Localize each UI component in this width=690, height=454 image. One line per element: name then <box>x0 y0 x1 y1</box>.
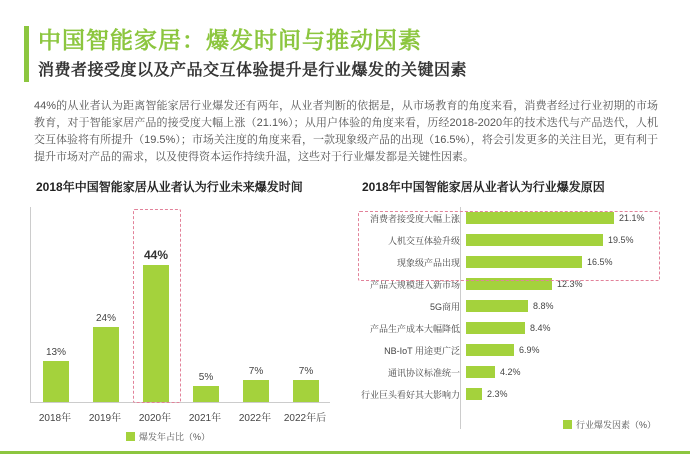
column-bar-value: 5% <box>198 372 214 383</box>
column-bar-item <box>283 366 329 402</box>
bar-value-label: 4.2% <box>500 367 521 377</box>
bar-value-label: 19.5% <box>608 235 634 245</box>
chart-left-xaxis <box>30 407 330 425</box>
bar-row <box>356 339 662 361</box>
column-bar <box>293 380 319 402</box>
chart-left-title: 2018年中国智能家居从业者认为行业未来爆发时间 <box>36 180 303 194</box>
chart-explosion-reasons <box>356 178 668 448</box>
bar-value-label: 8.8% <box>533 301 554 311</box>
charts-area <box>0 178 690 454</box>
column-bar-item <box>33 347 79 402</box>
bar-value-label: 12.3% <box>557 279 583 289</box>
chart-explosion-time <box>30 178 342 448</box>
chart-left-legend <box>126 430 210 443</box>
bar-category-label: NB-IoT 用途更广泛 <box>384 345 460 356</box>
legend-swatch-icon <box>563 420 572 429</box>
page-title: 中国智能家居：爆发时间与推动因素 <box>38 27 422 53</box>
bar-fill <box>466 366 495 378</box>
bar-fill <box>466 300 528 312</box>
bar-category-label: 通讯协议标准统一 <box>387 367 460 378</box>
column-x-label: 2022年 <box>238 413 272 424</box>
bar-category-label: 现象级产品出现 <box>396 257 460 268</box>
column-x-label: 2018年 <box>38 413 72 424</box>
legend-swatch-icon <box>126 432 135 441</box>
bar-row <box>356 295 662 317</box>
bar-value-label: 21.1% <box>619 213 645 223</box>
bar-row <box>356 383 662 405</box>
column-bar-value: 7% <box>298 366 314 377</box>
column-bar <box>243 380 269 402</box>
column-bar-value: 44% <box>143 248 169 262</box>
column-bar-item <box>183 372 229 402</box>
slide-header <box>0 0 690 92</box>
bar-fill <box>466 344 514 356</box>
bar-fill <box>466 388 482 400</box>
column-bar-value: 24% <box>95 313 116 324</box>
body-paragraph: 44%的从业者认为距离智能家居行业爆发还有两年，从业者判断的依据是，从市场教育的角度来看，消费者经过行业初期的市场教育，对于智能家居产品的接受度大幅上涨（21.1%）；从用户体验的角度来看，历经2018-2020年的技术迭代与产品迭代，人机交互体验将有所提升（19.5%）；市场关注度的角度来看，一款现象级产品的出现（16.5%），将会引发更多的关注目光，更有利于提升市场对产品的需求，以及使得资本运作持续升温，这些对于行业爆发都是关键性因素。 <box>34 100 658 163</box>
bar-track <box>466 317 662 339</box>
chart-right-legend <box>563 418 656 431</box>
column-bar-item <box>133 248 179 402</box>
bar-value-label: 2.3% <box>487 389 508 399</box>
column-x-label: 2022年后 <box>283 413 327 424</box>
chart-right-title: 2018年中国智能家居从业者认为行业爆发原因 <box>362 180 605 194</box>
bar-category-label: 人机交互体验升级 <box>387 235 460 246</box>
bar-track <box>466 295 662 317</box>
column-bar-value: 13% <box>45 347 66 358</box>
bar-track <box>466 361 662 383</box>
column-bar <box>43 361 69 402</box>
title-accent-bar <box>24 26 29 82</box>
column-bar <box>193 386 219 402</box>
bar-row <box>356 361 662 383</box>
column-bar-item <box>233 366 279 402</box>
chart-right-plot <box>356 207 662 429</box>
bar-value-label: 8.4% <box>530 323 551 333</box>
chart-right-highlight <box>358 211 660 281</box>
bar-track <box>466 383 662 405</box>
column-x-label: 2019年 <box>88 413 122 424</box>
column-bar-value: 7% <box>248 366 264 377</box>
bar-category-label: 行业巨头看好其大影响力 <box>360 389 460 400</box>
bar-category-label: 产品大规模进入新市场 <box>369 279 460 290</box>
column-x-label: 2020年 <box>138 413 172 424</box>
bar-track <box>466 339 662 361</box>
column-bar <box>143 265 169 402</box>
chart-left-plot <box>30 207 330 403</box>
page-subtitle: 消费者接受度以及产品交互体验提升是行业爆发的关键因素 <box>38 62 468 79</box>
column-x-label: 2021年 <box>188 413 222 424</box>
chart-right-legend-label: 行业爆发因素（%） <box>575 420 656 430</box>
bar-value-label: 16.5% <box>587 257 613 267</box>
bar-row <box>356 317 662 339</box>
bar-category-label: 消费者接受度大幅上涨 <box>369 213 460 224</box>
bar-category-label: 5G商用 <box>429 301 460 312</box>
column-bar <box>93 327 119 402</box>
bar-value-label: 6.9% <box>519 345 540 355</box>
bar-category-label: 产品生产成本大幅降低 <box>369 323 460 334</box>
column-bar-item <box>83 313 129 402</box>
bar-fill <box>466 322 525 334</box>
chart-left-legend-label: 爆发年占比（%） <box>139 432 211 442</box>
